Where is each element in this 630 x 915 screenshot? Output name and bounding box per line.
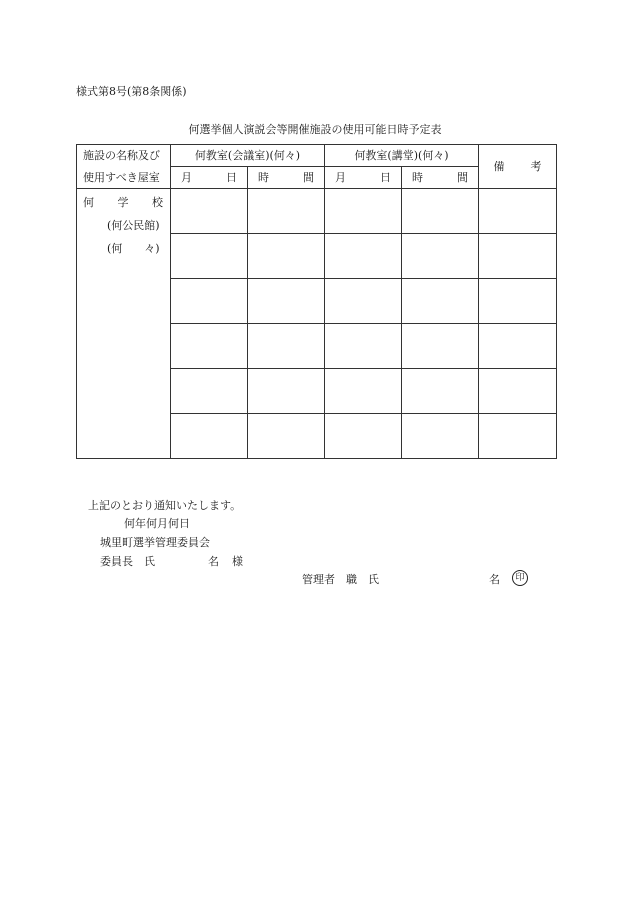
table-cell [248, 323, 325, 368]
chair-honorific: 様 [232, 555, 243, 568]
facility-name: 何 学 校 [83, 195, 163, 209]
table-cell [171, 323, 248, 368]
remarks-header: 備 考 [479, 145, 557, 189]
table-cell [479, 233, 557, 278]
facility-header-line2: 使用すべき屋室 [77, 167, 171, 189]
room2-date-header: 月 日 [325, 167, 402, 189]
facility-name-cell [77, 188, 171, 458]
table-cell [325, 413, 402, 458]
chair-line: 委員長 氏 [100, 555, 155, 568]
table-cell [479, 413, 557, 458]
table-cell [325, 188, 402, 233]
facility-alt-2: (何 々) [107, 241, 160, 255]
table-cell [325, 368, 402, 413]
seal-mark: 印 [512, 570, 528, 586]
manager-name-label: 名 [489, 573, 500, 586]
schedule-table [76, 144, 557, 459]
date-line: 何年何月何日 [124, 517, 190, 530]
table-cell [248, 368, 325, 413]
table-cell [248, 278, 325, 323]
notice-text: 上記のとおり通知いたします。 [88, 499, 242, 512]
table-cell [171, 368, 248, 413]
facility-alt-1: (何公民館) [107, 218, 160, 232]
room1-date-header: 月 日 [171, 167, 248, 189]
manager-line: 管理者 職 氏 [302, 573, 379, 586]
table-cell [171, 188, 248, 233]
table-cell [402, 278, 479, 323]
facility-header: 施設の名称及び [77, 145, 171, 167]
room2-header: 何教室(講堂)(何々) [325, 145, 479, 167]
table-cell [402, 368, 479, 413]
table-cell [402, 233, 479, 278]
table-cell [248, 413, 325, 458]
room1-header: 何教室(会議室)(何々) [171, 145, 325, 167]
committee-name: 城里町選挙管理委員会 [100, 536, 210, 549]
table-cell [479, 188, 557, 233]
table-cell [402, 323, 479, 368]
form-number: 様式第8号(第8条関係) [76, 85, 187, 98]
table-cell [402, 413, 479, 458]
table-cell [325, 323, 402, 368]
table-cell [402, 188, 479, 233]
table-cell [479, 278, 557, 323]
room1-time-header: 時 間 [248, 167, 325, 189]
room2-time-header: 時 間 [402, 167, 479, 189]
table-cell [325, 233, 402, 278]
table-cell [171, 413, 248, 458]
table-cell [248, 188, 325, 233]
table-cell [171, 278, 248, 323]
chair-name-label: 名 [208, 555, 219, 568]
table-cell [479, 323, 557, 368]
document-title: 何選挙個人演説会等開催施設の使用可能日時予定表 [188, 123, 442, 136]
table-cell [171, 233, 248, 278]
table-cell [479, 368, 557, 413]
table-cell [325, 278, 402, 323]
table-cell [248, 233, 325, 278]
